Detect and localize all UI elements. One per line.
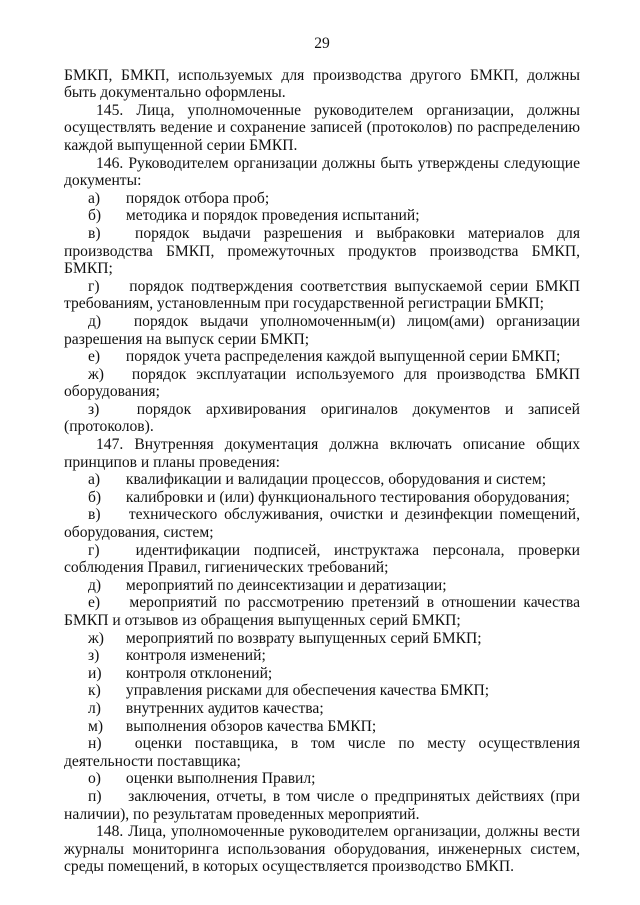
paragraph: БМКП, БМКП, используемых для производства другого БМКП, должны быть документально оформлены.	[64, 66, 580, 102]
list-item	[64, 366, 580, 401]
list-item	[64, 489, 580, 507]
list-item	[64, 348, 580, 366]
list-item-letter: в)	[88, 224, 101, 242]
list-item-text: мероприятий по деинсектизации и дератизации;	[122, 576, 447, 594]
list-item-text: порядок выдачи разрешения и выбраковки материалов для производства БМКП, промежуточных продуктов производства БМКП, БМКП;	[64, 224, 580, 278]
list-item-letter: д)	[88, 576, 102, 594]
list-item-text: внутренних аудитов качества;	[122, 699, 324, 717]
paragraph: 148. Лица, уполномоченные руководителем организации, должны вести журналы мониторинга использования оборудования, инженерных систем, среды помещений, в которых осуществляется производство БМКП.	[64, 823, 580, 876]
list-item	[64, 207, 580, 225]
list-item	[64, 700, 580, 718]
list-item-letter: ж)	[88, 629, 104, 647]
list-item	[64, 770, 580, 788]
list-item	[64, 647, 580, 665]
paragraph: 146. Руководителем организации должны быть утверждены следующие документы:	[64, 154, 580, 190]
list-item-text: оценки поставщика, в том числе по месту осуществления деятельности поставщика;	[64, 735, 580, 770]
list-item	[64, 665, 580, 683]
list-item-letter: а)	[88, 471, 101, 489]
list-item-text: порядок учета распределения каждой выпущенной серии БМКП;	[122, 348, 561, 366]
list-item-text: технического обслуживания, очистки и дезинфекции помещений, оборудования, систем;	[64, 506, 580, 542]
list-item-letter: а)	[88, 189, 101, 207]
list-item-text: заключения, отчеты, в том числе о предпринятых действиях (при наличии), по результатам проведенных мероприятий.	[64, 787, 580, 823]
list-item	[64, 735, 580, 770]
paragraph: 145. Лица, уполномоченные руководителем организации, должны осуществлять ведение и сохранение записей (протоколов) по распределению каждой выпущенной серии БМКП.	[64, 101, 580, 154]
list-item-text: порядок архивирования оригиналов документов и записей (протоколов).	[64, 400, 580, 436]
list-item-letter: е)	[88, 348, 101, 366]
list-item-letter: н)	[88, 735, 102, 753]
list-item-text: управления рисками для обеспечения качества БМКП;	[122, 682, 490, 700]
list-item-letter: з)	[88, 647, 100, 665]
list-item-letter: г)	[88, 277, 100, 295]
list-item-letter: б)	[88, 207, 102, 225]
list-item	[64, 313, 580, 348]
document-body	[64, 67, 580, 876]
list-item-letter: ж)	[88, 365, 104, 383]
list-item-text: квалификации и валидации процессов, оборудования и систем;	[122, 471, 547, 489]
list-item	[64, 506, 580, 541]
list-item-letter: з)	[88, 400, 100, 418]
page-number: 29	[314, 35, 330, 52]
list-item-letter: и)	[88, 664, 102, 682]
list-item-letter: л)	[88, 699, 101, 717]
list-item	[64, 471, 580, 489]
list-item-text: порядок отбора проб;	[122, 189, 270, 207]
list-item	[64, 542, 580, 577]
list-item	[64, 682, 580, 700]
list-item-letter: г)	[88, 541, 100, 559]
list-item-text: оценки выполнения Правил;	[122, 770, 316, 788]
list-item	[64, 278, 580, 313]
list-item-text: порядок эксплуатации используемого для производства БМКП оборудования;	[64, 365, 580, 401]
list-item-text: мероприятий по рассмотрению претензий в отношении качества БМКП и отзывов из обращения выпущенных серий БМКП;	[64, 594, 580, 629]
list-item	[64, 718, 580, 736]
list-item-letter: к)	[88, 682, 101, 700]
list-item-letter: в)	[88, 506, 101, 524]
list-item-letter: п)	[88, 787, 102, 805]
list-item	[64, 225, 580, 278]
list-item-text: порядок выдачи уполномоченным(и) лицом(ами) организации разрешения на выпуск серии БМКП;	[64, 312, 580, 348]
list-item-text: методика и порядок проведения испытаний;	[122, 207, 420, 225]
list-item-letter: д)	[88, 312, 102, 330]
list-item	[64, 630, 580, 648]
list-item-text: выполнения обзоров качества БМКП;	[122, 717, 377, 735]
list-item-text: контроля изменений;	[122, 647, 266, 665]
list-item-text: контроля отклонений;	[122, 664, 273, 682]
list-item-text: калибровки и (или) функционального тестирования оборудования;	[122, 488, 570, 506]
list-item-letter: м)	[88, 717, 104, 735]
list-item-letter: б)	[88, 488, 102, 506]
list-item-letter: о)	[88, 770, 101, 788]
list-item	[64, 190, 580, 208]
list-item-text: порядок подтверждения соответствия выпускаемой серии БМКП требованиям, установленным при государственной регистрации БМКП;	[64, 277, 580, 313]
list-item	[64, 577, 580, 595]
list-item	[64, 594, 580, 629]
list-item-text: мероприятий по возврату выпущенных серий БМКП;	[122, 629, 482, 647]
list-item	[64, 401, 580, 436]
paragraph: 147. Внутренняя документация должна включать описание общих принципов и планы проведения:	[64, 436, 580, 471]
list-item-text: идентификации подписей, инструктажа персонала, проверки соблюдения Правил, гигиенических требований;	[64, 541, 580, 577]
list-item	[64, 788, 580, 823]
list-item-letter: е)	[88, 594, 101, 612]
